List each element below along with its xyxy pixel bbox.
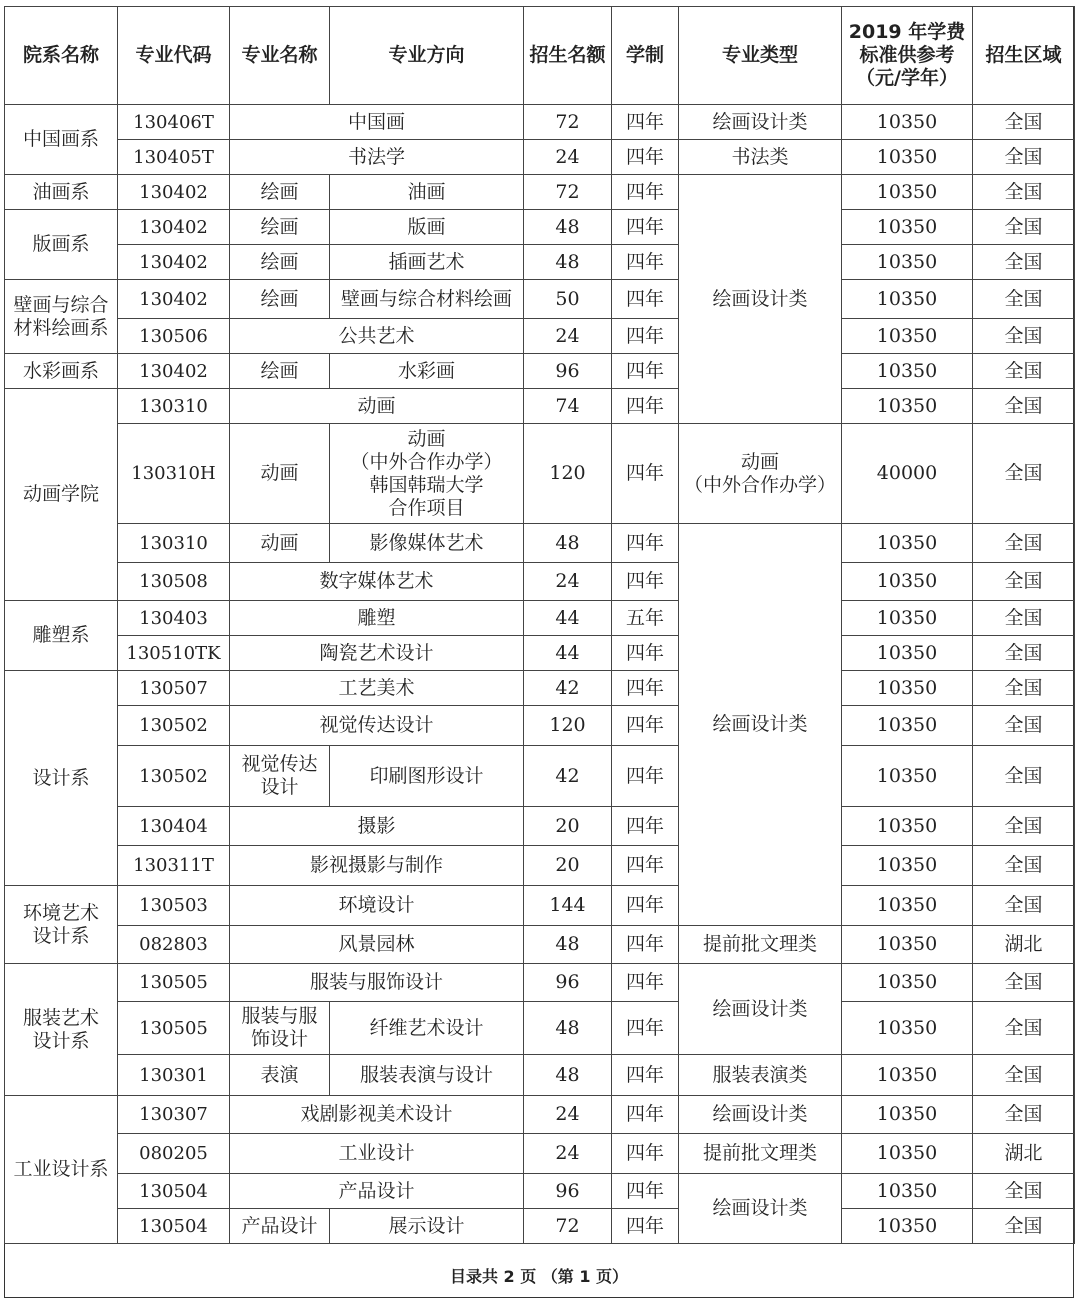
code-cell: 080205 <box>118 1134 230 1174</box>
quota-cell: 72 <box>524 175 612 210</box>
dept-cell <box>5 886 118 964</box>
years-cell: 四年 <box>612 926 679 964</box>
page-footer: 目录共 2 页 （第 1 页） <box>449 1266 629 1286</box>
fee-cell: 10350 <box>842 746 973 807</box>
region-cell: 全国 <box>973 210 1075 245</box>
region-cell: 全国 <box>973 105 1075 140</box>
table-row <box>5 886 1075 926</box>
major-cell: 产品设计 <box>230 1209 330 1244</box>
years-cell: 四年 <box>612 1002 679 1055</box>
code-cell: 082803 <box>118 926 230 964</box>
code-cell: 130402 <box>118 245 230 280</box>
years-cell: 四年 <box>612 671 679 706</box>
region-cell: 全国 <box>973 1209 1075 1244</box>
table-row <box>5 319 1075 354</box>
fee-cell: 10350 <box>842 319 973 354</box>
years-cell: 四年 <box>612 280 679 319</box>
dept-line: 材料绘画系 <box>13 316 109 339</box>
years-cell: 四年 <box>612 563 679 601</box>
table-row <box>5 1096 1075 1134</box>
header-direction: 专业方向 <box>330 7 524 105</box>
direction-cell: 纤维艺术设计 <box>330 1002 524 1055</box>
direction-line: 韩国韩瑞大学 <box>369 473 484 496</box>
type-cell: 绘画设计类 <box>679 524 842 926</box>
years-cell: 四年 <box>612 1174 679 1209</box>
major-cell: 数字媒体艺术 <box>230 563 524 601</box>
major-line: 设计 <box>260 776 299 798</box>
direction-cell: 影像媒体艺术 <box>330 524 524 563</box>
region-cell: 全国 <box>973 964 1075 1002</box>
direction-line: （中外合作办学） <box>350 450 503 473</box>
table-row <box>5 354 1075 389</box>
fee-cell: 10350 <box>842 601 973 636</box>
region-cell: 全国 <box>973 746 1075 807</box>
major-cell: 产品设计 <box>230 1174 524 1209</box>
direction-cell: 展示设计 <box>330 1209 524 1244</box>
header-dept: 院系名称 <box>5 7 118 105</box>
table-row <box>5 280 1075 319</box>
major-cell: 戏剧影视美术设计 <box>230 1096 524 1134</box>
years-cell: 四年 <box>612 706 679 746</box>
fee-cell: 40000 <box>842 424 973 524</box>
quota-cell: 48 <box>524 210 612 245</box>
region-cell: 湖北 <box>973 926 1075 964</box>
quota-cell: 120 <box>524 424 612 524</box>
region-cell: 全国 <box>973 524 1075 563</box>
code-cell: 130402 <box>118 210 230 245</box>
direction-cell: 插画艺术 <box>330 245 524 280</box>
dept-cell <box>5 280 118 354</box>
region-cell: 全国 <box>973 354 1075 389</box>
quota-cell: 24 <box>524 563 612 601</box>
major-cell: 动画 <box>230 524 330 563</box>
table-row <box>5 846 1075 886</box>
years-cell: 四年 <box>612 389 679 424</box>
years-cell: 四年 <box>612 807 679 846</box>
years-cell: 四年 <box>612 1096 679 1134</box>
years-cell: 四年 <box>612 319 679 354</box>
type-cell: 提前批文理类 <box>679 926 842 964</box>
dept-line: 服装艺术 <box>22 1006 99 1029</box>
direction-cell: 油画 <box>330 175 524 210</box>
dept-cell: 油画系 <box>5 175 118 210</box>
years-cell: 四年 <box>612 636 679 671</box>
region-cell: 全国 <box>973 636 1075 671</box>
table-row <box>5 1209 1075 1244</box>
region-cell: 全国 <box>973 280 1075 319</box>
code-cell: 130402 <box>118 280 230 319</box>
fee-cell: 10350 <box>842 1055 973 1096</box>
code-cell: 130402 <box>118 175 230 210</box>
table-row <box>5 1055 1075 1096</box>
code-cell: 130508 <box>118 563 230 601</box>
region-cell: 全国 <box>973 1096 1075 1134</box>
region-cell: 全国 <box>973 140 1075 175</box>
code-cell: 130403 <box>118 601 230 636</box>
fee-cell: 10350 <box>842 1174 973 1209</box>
major-line: 服装与服 <box>241 1005 318 1027</box>
type-cell: 绘画设计类 <box>679 1174 842 1244</box>
years-cell: 四年 <box>612 105 679 140</box>
major-cell: 服装与服饰设计 <box>230 964 524 1002</box>
fee-cell: 10350 <box>842 926 973 964</box>
major-cell <box>230 746 330 807</box>
major-cell: 绘画 <box>230 245 330 280</box>
dept-cell: 工业设计系 <box>5 1096 118 1244</box>
quota-cell: 24 <box>524 1096 612 1134</box>
fee-cell: 10350 <box>842 245 973 280</box>
major-cell: 风景园林 <box>230 926 524 964</box>
table-row <box>5 807 1075 846</box>
years-cell: 五年 <box>612 601 679 636</box>
major-cell: 陶瓷艺术设计 <box>230 636 524 671</box>
region-cell: 全国 <box>973 601 1075 636</box>
code-cell: 130504 <box>118 1174 230 1209</box>
major-line: 饰设计 <box>250 1028 308 1050</box>
code-cell: 130504 <box>118 1209 230 1244</box>
dept-cell: 版画系 <box>5 210 118 280</box>
dept-line: 壁画与综合 <box>13 293 109 316</box>
table-row <box>5 1002 1075 1055</box>
direction-line: 动画 <box>407 427 446 450</box>
major-cell: 公共艺术 <box>230 319 524 354</box>
fee-cell: 10350 <box>842 389 973 424</box>
direction-line: 合作项目 <box>388 496 465 519</box>
fee-cell: 10350 <box>842 280 973 319</box>
years-cell: 四年 <box>612 1134 679 1174</box>
fee-cell: 10350 <box>842 175 973 210</box>
fee-cell: 10350 <box>842 807 973 846</box>
major-cell: 雕塑 <box>230 601 524 636</box>
major-cell: 动画 <box>230 424 330 524</box>
dept-line: 设计系 <box>32 1029 90 1052</box>
years-cell: 四年 <box>612 524 679 563</box>
years-cell: 四年 <box>612 1209 679 1244</box>
major-cell: 工艺美术 <box>230 671 524 706</box>
header-fee-line3: （元/学年） <box>856 67 958 89</box>
region-cell: 全国 <box>973 706 1075 746</box>
region-cell: 全国 <box>973 807 1075 846</box>
direction-cell: 印刷图形设计 <box>330 746 524 807</box>
table-row <box>5 671 1075 706</box>
table-row <box>5 563 1075 601</box>
major-cell <box>230 1002 330 1055</box>
quota-cell: 44 <box>524 636 612 671</box>
header-years: 学制 <box>612 7 679 105</box>
fee-cell: 10350 <box>842 1209 973 1244</box>
years-cell: 四年 <box>612 1055 679 1096</box>
code-cell: 130510TK <box>118 636 230 671</box>
quota-cell: 96 <box>524 1174 612 1209</box>
code-cell: 130310H <box>118 424 230 524</box>
quota-cell: 20 <box>524 807 612 846</box>
region-cell: 全国 <box>973 846 1075 886</box>
fee-cell: 10350 <box>842 1134 973 1174</box>
type-line: （中外合作办学） <box>683 473 836 496</box>
fee-cell: 10350 <box>842 563 973 601</box>
years-cell: 四年 <box>612 175 679 210</box>
table-row <box>5 706 1075 746</box>
header-major: 专业名称 <box>230 7 330 105</box>
table-row <box>5 424 1075 524</box>
region-cell: 全国 <box>973 563 1075 601</box>
type-cell: 提前批文理类 <box>679 1134 842 1174</box>
fee-cell: 10350 <box>842 140 973 175</box>
dept-cell: 水彩画系 <box>5 354 118 389</box>
table-row <box>5 1134 1075 1174</box>
direction-cell: 水彩画 <box>330 354 524 389</box>
major-cell: 动画 <box>230 389 524 424</box>
code-cell: 130505 <box>118 1002 230 1055</box>
major-cell: 视觉传达设计 <box>230 706 524 746</box>
header-fee-line1: 2019 年学费 <box>848 21 966 43</box>
years-cell: 四年 <box>612 424 679 524</box>
quota-cell: 44 <box>524 601 612 636</box>
region-cell: 全国 <box>973 1002 1075 1055</box>
admissions-table <box>4 6 1075 1244</box>
quota-cell: 20 <box>524 846 612 886</box>
major-cell: 绘画 <box>230 175 330 210</box>
type-cell: 绘画设计类 <box>679 1096 842 1134</box>
fee-cell: 10350 <box>842 354 973 389</box>
region-cell: 全国 <box>973 245 1075 280</box>
fee-cell: 10350 <box>842 524 973 563</box>
quota-cell: 24 <box>524 140 612 175</box>
code-cell: 130301 <box>118 1055 230 1096</box>
years-cell: 四年 <box>612 964 679 1002</box>
years-cell: 四年 <box>612 886 679 926</box>
direction-cell: 版画 <box>330 210 524 245</box>
table-row <box>5 389 1075 424</box>
table-row <box>5 175 1075 210</box>
years-cell: 四年 <box>612 746 679 807</box>
years-cell: 四年 <box>612 140 679 175</box>
type-line: 动画 <box>740 450 779 473</box>
region-cell: 全国 <box>973 424 1075 524</box>
quota-cell: 48 <box>524 1055 612 1096</box>
major-cell: 环境设计 <box>230 886 524 926</box>
table-row <box>5 524 1075 563</box>
header-code: 专业代码 <box>118 7 230 105</box>
table-row <box>5 964 1075 1002</box>
table-row <box>5 140 1075 175</box>
type-cell: 绘画设计类 <box>679 175 842 424</box>
fee-cell: 10350 <box>842 210 973 245</box>
code-cell: 130406T <box>118 105 230 140</box>
code-cell: 130502 <box>118 746 230 807</box>
fee-cell: 10350 <box>842 706 973 746</box>
region-cell: 全国 <box>973 175 1075 210</box>
header-type: 专业类型 <box>679 7 842 105</box>
major-cell: 书法学 <box>230 140 524 175</box>
dept-line: 设计系 <box>32 924 90 947</box>
direction-cell: 壁画与综合材料绘画 <box>330 280 524 319</box>
region-cell: 全国 <box>973 319 1075 354</box>
fee-cell: 10350 <box>842 1096 973 1134</box>
major-cell: 摄影 <box>230 807 524 846</box>
fee-cell: 10350 <box>842 105 973 140</box>
quota-cell: 42 <box>524 671 612 706</box>
code-cell: 130505 <box>118 964 230 1002</box>
code-cell: 130311T <box>118 846 230 886</box>
direction-cell: 服装表演与设计 <box>330 1055 524 1096</box>
quota-cell: 24 <box>524 1134 612 1174</box>
dept-cell: 动画学院 <box>5 389 118 601</box>
header-fee <box>842 7 973 105</box>
major-cell: 影视摄影与制作 <box>230 846 524 886</box>
quota-cell: 48 <box>524 524 612 563</box>
code-cell: 130506 <box>118 319 230 354</box>
fee-cell: 10350 <box>842 1002 973 1055</box>
header-row <box>5 7 1075 105</box>
quota-cell: 48 <box>524 245 612 280</box>
region-cell: 全国 <box>973 389 1075 424</box>
years-cell: 四年 <box>612 245 679 280</box>
quota-cell: 48 <box>524 1002 612 1055</box>
region-cell: 全国 <box>973 1174 1075 1209</box>
region-cell: 全国 <box>973 886 1075 926</box>
quota-cell: 72 <box>524 105 612 140</box>
region-cell: 全国 <box>973 1055 1075 1096</box>
table-row <box>5 210 1075 245</box>
quota-cell: 144 <box>524 886 612 926</box>
table-row <box>5 746 1075 807</box>
major-cell: 绘画 <box>230 280 330 319</box>
code-cell: 130307 <box>118 1096 230 1134</box>
header-fee-line2: 标准供参考 <box>859 44 955 66</box>
type-cell: 绘画设计类 <box>679 964 842 1055</box>
quota-cell: 42 <box>524 746 612 807</box>
dept-line: 环境艺术 <box>22 901 99 924</box>
type-cell: 服装表演类 <box>679 1055 842 1096</box>
code-cell: 130503 <box>118 886 230 926</box>
table-row <box>5 636 1075 671</box>
major-line: 视觉传达 <box>241 753 318 775</box>
quota-cell: 72 <box>524 1209 612 1244</box>
header-quota: 招生名额 <box>524 7 612 105</box>
direction-cell <box>330 424 524 524</box>
region-cell: 全国 <box>973 671 1075 706</box>
quota-cell: 96 <box>524 964 612 1002</box>
fee-cell: 10350 <box>842 636 973 671</box>
dept-cell <box>5 964 118 1096</box>
major-cell: 中国画 <box>230 105 524 140</box>
fee-cell: 10350 <box>842 964 973 1002</box>
code-cell: 130405T <box>118 140 230 175</box>
code-cell: 130404 <box>118 807 230 846</box>
type-cell: 书法类 <box>679 140 842 175</box>
years-cell: 四年 <box>612 210 679 245</box>
years-cell: 四年 <box>612 846 679 886</box>
fee-cell: 10350 <box>842 886 973 926</box>
dept-cell: 中国画系 <box>5 105 118 175</box>
table-row <box>5 105 1075 140</box>
table-row <box>5 245 1075 280</box>
code-cell: 130507 <box>118 671 230 706</box>
code-cell: 130310 <box>118 389 230 424</box>
dept-cell: 雕塑系 <box>5 601 118 671</box>
quota-cell: 24 <box>524 319 612 354</box>
table-row <box>5 926 1075 964</box>
region-cell: 湖北 <box>973 1134 1075 1174</box>
fee-cell: 10350 <box>842 846 973 886</box>
table-row <box>5 1174 1075 1209</box>
type-cell: 绘画设计类 <box>679 105 842 140</box>
quota-cell: 120 <box>524 706 612 746</box>
major-cell: 工业设计 <box>230 1134 524 1174</box>
type-cell <box>679 424 842 524</box>
major-cell: 绘画 <box>230 354 330 389</box>
quota-cell: 96 <box>524 354 612 389</box>
dept-cell: 设计系 <box>5 671 118 886</box>
code-cell: 130310 <box>118 524 230 563</box>
table-row <box>5 601 1075 636</box>
years-cell: 四年 <box>612 354 679 389</box>
fee-cell: 10350 <box>842 671 973 706</box>
header-region: 招生区域 <box>973 7 1075 105</box>
quota-cell: 74 <box>524 389 612 424</box>
code-cell: 130402 <box>118 354 230 389</box>
quota-cell: 48 <box>524 926 612 964</box>
code-cell: 130502 <box>118 706 230 746</box>
quota-cell: 50 <box>524 280 612 319</box>
major-cell: 表演 <box>230 1055 330 1096</box>
major-cell: 绘画 <box>230 210 330 245</box>
